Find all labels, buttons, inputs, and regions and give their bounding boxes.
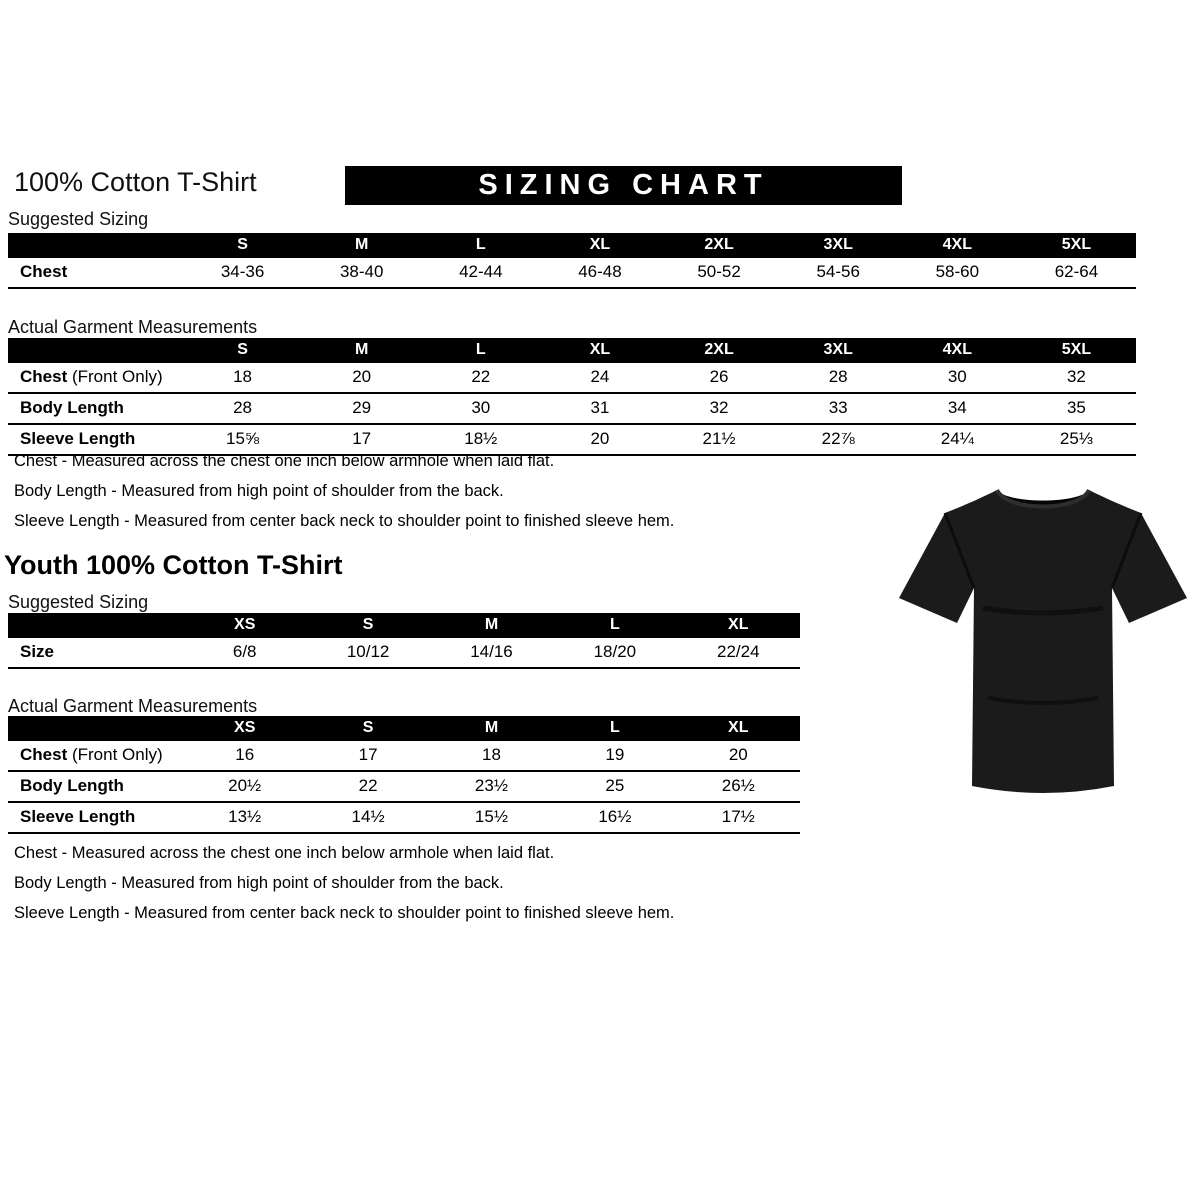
table-cell: 18/20 <box>553 638 676 668</box>
table-cell: 22 <box>421 363 540 393</box>
row-label-text: Chest <box>20 745 68 764</box>
size-column-header: XL <box>540 338 659 363</box>
table-cell: 33 <box>779 393 898 424</box>
table-row <box>8 393 1136 424</box>
table-row <box>8 638 800 668</box>
table-cell: 54-56 <box>779 258 898 288</box>
table-row <box>8 771 800 802</box>
youth-suggested-sizing-label: Suggested Sizing <box>8 592 149 612</box>
note-line: Body Length - Measured from high point of shoulder from the back. <box>14 482 504 500</box>
note-line: Body Length - Measured from high point of shoulder from the back. <box>14 874 504 892</box>
table-cell: 29 <box>302 393 421 424</box>
table-header-row <box>8 613 800 638</box>
row-label: Chest <box>8 258 183 288</box>
table-cell: 62-64 <box>1017 258 1136 288</box>
note-line: Sleeve Length - Measured from center back neck to shoulder point to finished sleeve hem. <box>14 904 675 922</box>
size-column-header: 3XL <box>779 338 898 363</box>
table-cell: 20 <box>540 424 659 455</box>
size-column-header: M <box>302 233 421 258</box>
empty-header-cell <box>8 233 183 258</box>
table-cell: 16 <box>183 741 306 771</box>
sizing-chart-banner <box>345 166 902 205</box>
table-cell: 22/24 <box>677 638 800 668</box>
tshirt-icon <box>893 468 1193 818</box>
table-cell: 24¼ <box>898 424 1017 455</box>
size-column-header: XL <box>677 613 800 638</box>
table-cell: 50-52 <box>660 258 779 288</box>
youth-measurement-notes <box>14 844 674 934</box>
table-cell: 58-60 <box>898 258 1017 288</box>
table-cell: 31 <box>540 393 659 424</box>
size-column-header: M <box>302 338 421 363</box>
table-cell: 26½ <box>677 771 800 802</box>
table-row <box>8 424 1136 455</box>
table-cell: 22⅞ <box>779 424 898 455</box>
table-cell: 19 <box>553 741 676 771</box>
table-row <box>8 258 1136 288</box>
table-cell: 18 <box>183 363 302 393</box>
adult-product-title: 100% Cotton T-Shirt <box>14 167 257 197</box>
adult-actual-garment-label: Actual Garment Measurements <box>8 317 258 337</box>
size-column-header: L <box>553 613 676 638</box>
table-cell: 28 <box>779 363 898 393</box>
table-row <box>8 802 800 833</box>
table-row <box>8 741 800 771</box>
table-cell: 46-48 <box>540 258 659 288</box>
table-cell: 20 <box>677 741 800 771</box>
size-column-header: S <box>306 716 429 741</box>
size-column-header: XL <box>540 233 659 258</box>
adult-actual-measurements-table <box>8 338 1136 456</box>
table-cell: 22 <box>306 771 429 802</box>
table-cell: 34 <box>898 393 1017 424</box>
table-cell: 20½ <box>183 771 306 802</box>
adult-measurement-notes <box>14 452 674 542</box>
table-cell: 14/16 <box>430 638 553 668</box>
table-cell: 42-44 <box>421 258 540 288</box>
empty-header-cell <box>8 613 183 638</box>
table-cell: 25 <box>553 771 676 802</box>
table-cell: 16½ <box>553 802 676 833</box>
table-header-row <box>8 233 1136 258</box>
table-cell: 10/12 <box>306 638 429 668</box>
table-cell: 21½ <box>660 424 779 455</box>
empty-header-cell <box>8 338 183 363</box>
size-column-header: M <box>430 716 553 741</box>
size-column-header: XL <box>677 716 800 741</box>
table-cell: 30 <box>898 363 1017 393</box>
table-cell: 18 <box>430 741 553 771</box>
size-column-header: L <box>553 716 676 741</box>
adult-suggested-sizing-table <box>8 233 1136 289</box>
size-column-header: 2XL <box>660 338 779 363</box>
row-label: Sleeve Length <box>8 802 183 833</box>
size-column-header: 3XL <box>779 233 898 258</box>
youth-actual-measurements-table <box>8 716 800 834</box>
empty-header-cell <box>8 716 183 741</box>
size-column-header: S <box>306 613 429 638</box>
table-cell: 14½ <box>306 802 429 833</box>
table-cell: 32 <box>1017 363 1136 393</box>
size-column-header: 4XL <box>898 233 1017 258</box>
row-label <box>8 741 183 771</box>
table-cell: 6/8 <box>183 638 306 668</box>
adult-suggested-sizing-label: Suggested Sizing <box>8 209 149 229</box>
youth-product-title: Youth 100% Cotton T-Shirt <box>4 550 343 580</box>
table-row <box>8 363 1136 393</box>
table-cell: 18½ <box>421 424 540 455</box>
table-cell: 24 <box>540 363 659 393</box>
size-column-header: S <box>183 233 302 258</box>
table-cell: 20 <box>302 363 421 393</box>
table-cell: 25⅓ <box>1017 424 1136 455</box>
table-cell: 17 <box>306 741 429 771</box>
table-cell: 32 <box>660 393 779 424</box>
table-cell: 26 <box>660 363 779 393</box>
row-label-suffix: (Front Only) <box>71 745 163 764</box>
table-cell: 34-36 <box>183 258 302 288</box>
note-line: Chest - Measured across the chest one inch below armhole when laid flat. <box>14 844 555 862</box>
size-column-header: L <box>421 338 540 363</box>
size-column-header: XS <box>183 716 306 741</box>
row-label: Sleeve Length <box>8 424 183 455</box>
size-column-header: 4XL <box>898 338 1017 363</box>
note-line: Sleeve Length - Measured from center back neck to shoulder point to finished sleeve hem. <box>14 512 675 530</box>
row-label-text: Chest <box>20 367 68 386</box>
size-column-header: M <box>430 613 553 638</box>
table-header-row <box>8 338 1136 363</box>
row-label: Body Length <box>8 771 183 802</box>
row-label: Body Length <box>8 393 183 424</box>
size-column-header: L <box>421 233 540 258</box>
black-tshirt-image <box>893 468 1193 818</box>
youth-actual-garment-label: Actual Garment Measurements <box>8 696 258 716</box>
size-column-header: 2XL <box>660 233 779 258</box>
size-column-header: XS <box>183 613 306 638</box>
table-cell: 35 <box>1017 393 1136 424</box>
table-cell: 23½ <box>430 771 553 802</box>
table-cell: 30 <box>421 393 540 424</box>
table-header-row <box>8 716 800 741</box>
table-cell: 17½ <box>677 802 800 833</box>
row-label: Size <box>8 638 183 668</box>
table-cell: 38-40 <box>302 258 421 288</box>
table-cell: 15⅝ <box>183 424 302 455</box>
table-cell: 13½ <box>183 802 306 833</box>
size-column-header: 5XL <box>1017 338 1136 363</box>
size-column-header: 5XL <box>1017 233 1136 258</box>
table-cell: 17 <box>302 424 421 455</box>
row-label-suffix: (Front Only) <box>71 367 163 386</box>
youth-suggested-sizing-table <box>8 613 800 669</box>
table-cell: 28 <box>183 393 302 424</box>
table-cell: 15½ <box>430 802 553 833</box>
note-line: Chest - Measured across the chest one inch below armhole when laid flat. <box>14 452 555 470</box>
size-column-header: S <box>183 338 302 363</box>
sizing-chart-banner-text: SIZING CHART <box>478 169 769 201</box>
row-label <box>8 363 183 393</box>
